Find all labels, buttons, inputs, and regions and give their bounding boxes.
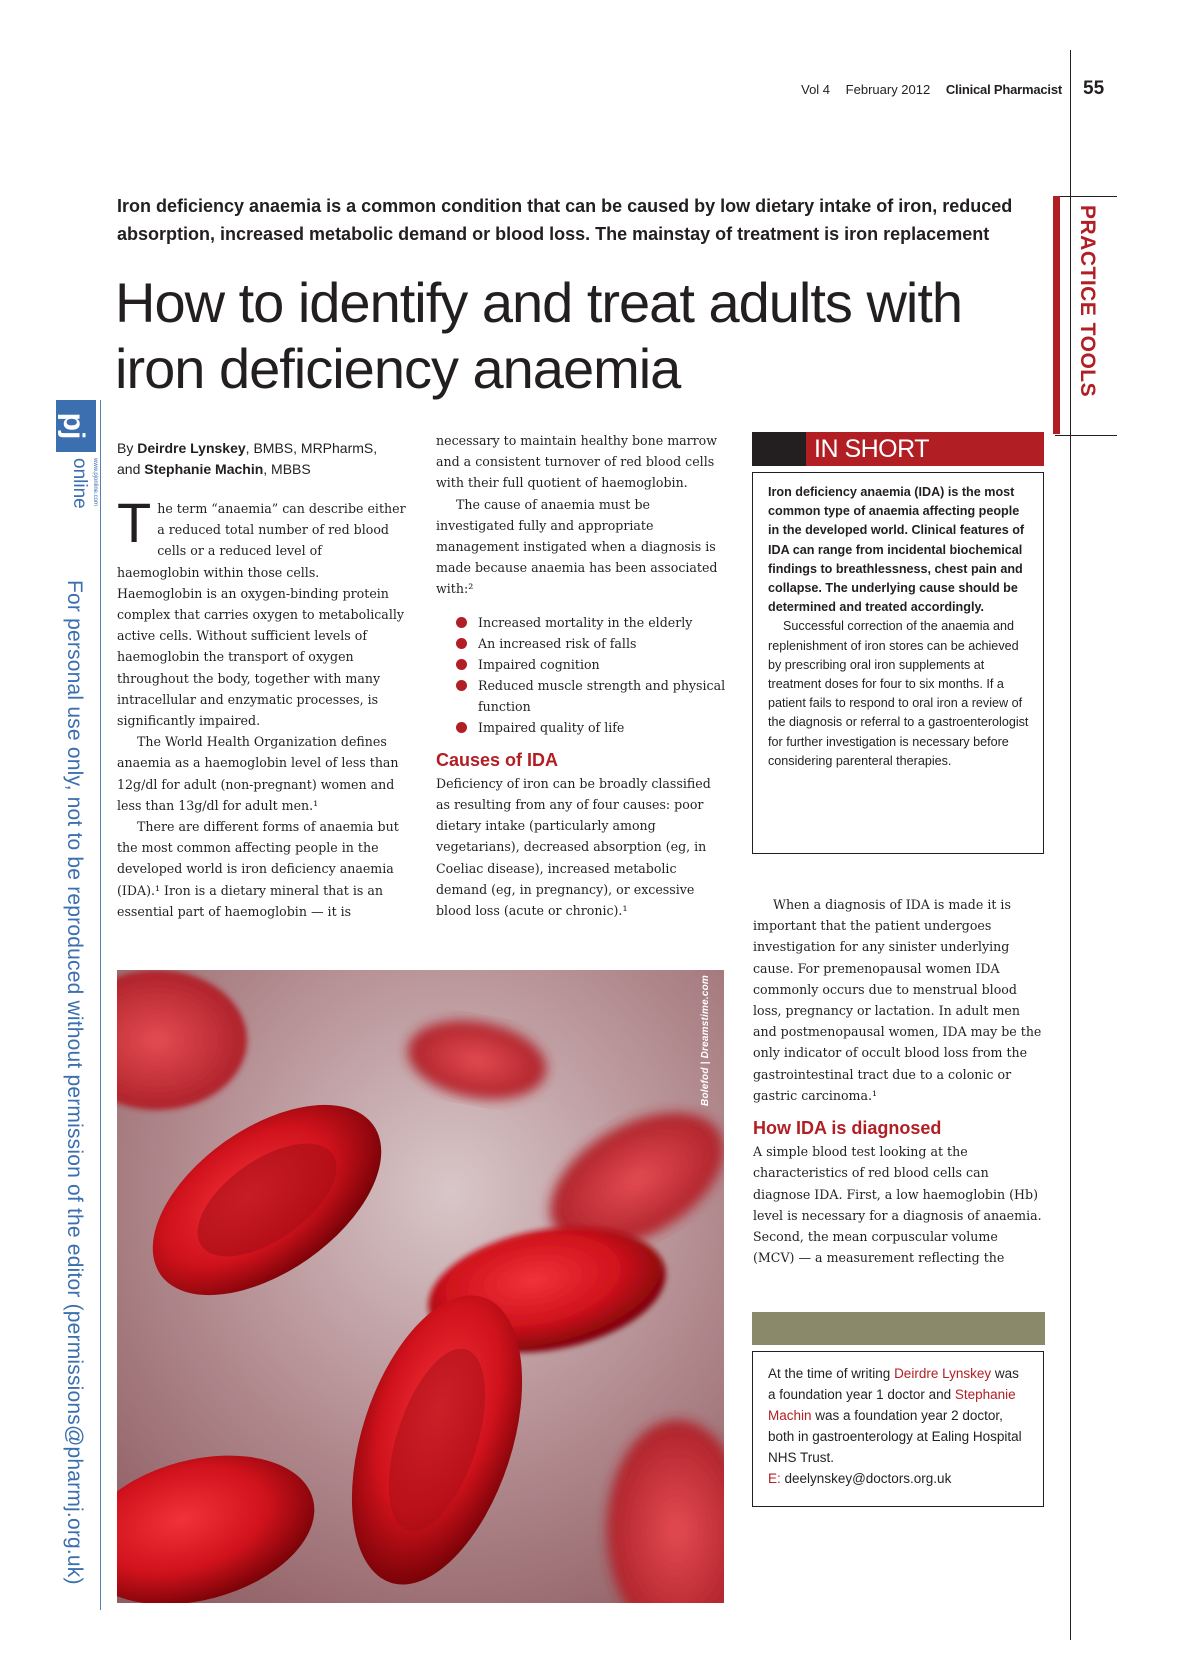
list-item bbox=[436, 654, 726, 675]
list-item-text: Reduced muscle strength and physical function bbox=[478, 677, 726, 714]
bullet-icon bbox=[456, 659, 467, 670]
byline-joiner: and bbox=[117, 461, 145, 477]
author-2-highlight: Stephanie Machin bbox=[768, 1387, 1016, 1423]
body-paragraph: A simple blood test looking at the characteristics of red blood cells can diagnose IDA. First, a low haemoglobin (Hb) level is necessary for a diagnosis of anaemia. Second, the mean corpuscular volume (MCV) — a measurement reflecting the bbox=[753, 1144, 1042, 1266]
watermark-rule bbox=[100, 400, 101, 1610]
bullet-list bbox=[436, 612, 726, 738]
paragraph-text: he term “anaemia” can describe either a reduced total number of red blood cells or a reduced level of haemoglobin within those cells. Haemoglobin is an oxygen-binding protein complex that carries oxygen to metabolically active cells. Without sufficient levels of haemoglobin the transport of oxygen throughout the body, together with many intracellular and enzymatic processes, is significantly impaired. bbox=[117, 501, 406, 729]
author-1-name: Deirdre Lynskey bbox=[137, 440, 246, 456]
list-item bbox=[436, 675, 726, 717]
list-item-text: Impaired quality of life bbox=[478, 719, 625, 735]
list-item bbox=[436, 633, 726, 654]
body-paragraph: The cause of anaemia must be investigated fully and appropriate management instigated when a diagnosis is made because anaemia has been associated with:² bbox=[436, 496, 718, 597]
bullet-icon bbox=[456, 638, 467, 649]
diagnosed-heading: How IDA is diagnosed bbox=[753, 1118, 942, 1139]
in-short-header-block bbox=[752, 432, 806, 466]
in-short-header bbox=[752, 432, 1044, 466]
author-box-header bbox=[752, 1312, 1045, 1345]
body-paragraph: necessary to maintain healthy bone marrow and a consistent turnover of red blood cells with their full quotient of haemoglobin. bbox=[436, 433, 718, 491]
list-item-text: An increased risk of falls bbox=[478, 635, 637, 651]
author-info bbox=[768, 1363, 1030, 1489]
pj-logo-online: online bbox=[69, 458, 90, 509]
page-number: 55 bbox=[1083, 78, 1105, 99]
column-1 bbox=[117, 438, 407, 922]
body-paragraph bbox=[117, 491, 407, 731]
body-paragraph: The World Health Organization defines anaemia as a haemoglobin level of less than 12g/dl for adult (non-pregnant) women and less than 13g/dl for adult men.¹ bbox=[117, 734, 399, 813]
email-address[interactable]: deelynskey@doctors.org.uk bbox=[784, 1471, 952, 1486]
causes-heading: Causes of IDA bbox=[436, 749, 559, 770]
author-text: was a foundation year 1 doctor and bbox=[768, 1366, 1019, 1402]
in-short-title: IN SHORT bbox=[814, 435, 929, 463]
column-3 bbox=[753, 894, 1043, 1268]
byline bbox=[117, 438, 407, 480]
author-2-quals: , MBBS bbox=[263, 461, 311, 477]
in-short-paragraph: Successful correction of the anaemia and replenishment of iron stores can be achieved by prescribing oral iron supplements at treatment doses for four to six months. If a patient fails to respond to oral iron a review of the diagnosis or referral to a gastroenterologist for further investigation is necessary before considering parenteral therapies. bbox=[768, 619, 1029, 768]
bullet-icon bbox=[456, 722, 467, 733]
running-head bbox=[700, 82, 1062, 97]
volume: Vol 4 bbox=[801, 82, 831, 97]
drop-cap: T bbox=[117, 491, 152, 554]
publication-name: Clinical Pharmacist bbox=[945, 82, 1062, 97]
body-paragraph: When a diagnosis of IDA is made it is important that the patient undergoes investigation for any sinister underlying cause. For premenopausal women IDA commonly occurs due to menstrual blood loss, pregnancy or lactation. In adult men and postmenopausal women, IDA may be the only indicator of occult blood loss from the gastrointestinal tract due to a colonic or gastric carcinoma.¹ bbox=[753, 897, 1042, 1103]
red-blood-cells-photo bbox=[117, 970, 724, 1603]
in-short-text bbox=[768, 483, 1030, 771]
pj-logo-letters: pj bbox=[57, 412, 90, 440]
email-label: E: bbox=[768, 1471, 781, 1486]
red-blood-cells-illustration bbox=[117, 970, 724, 1603]
author-1-highlight: Deirdre Lynskey bbox=[894, 1366, 992, 1381]
issue-date: February 2012 bbox=[845, 82, 931, 97]
list-item bbox=[436, 717, 726, 738]
list-item bbox=[436, 612, 726, 633]
body-paragraph: Deficiency of iron can be broadly classified as resulting from any of four causes: poor dietary intake (particularly among vegetarians), decreased absorption (eg, in Coeliac disease), increased metabolic demand (eg, in pregnancy), or excessive blood loss (acute or chronic).¹ bbox=[436, 775, 711, 919]
photo-credit: Bolefod | Dreamstime.com bbox=[700, 975, 711, 1106]
pj-online-logo bbox=[50, 400, 102, 520]
bullet-icon bbox=[456, 617, 467, 628]
author-text: was a foundation year 2 doctor, both in gastroenterology at Ealing Hospital NHS Trust. bbox=[768, 1408, 1022, 1465]
author-1-quals: , BMBS, MRPharmS, bbox=[245, 440, 378, 456]
standfirst: Iron deficiency anaemia is a common condition that can be caused by low dietary intake of iron, reduced absorption, increased metabolic demand or blood loss. The mainstay of treatment is iron replacement bbox=[117, 196, 1013, 244]
body-paragraph: There are different forms of anaemia but the most common affecting people in the developed world is iron deficiency anaemia (IDA).¹ Iron is a dietary mineral that is an essential part of haemoglobin — it is bbox=[117, 819, 399, 919]
author-2-name: Stephanie Machin bbox=[144, 461, 264, 477]
list-item-text: Increased mortality in the elderly bbox=[478, 614, 693, 630]
section-label: PRACTICE TOOLS bbox=[1076, 205, 1099, 398]
author-text: At the time of writing bbox=[768, 1366, 895, 1381]
article-title: How to identify and treat adults with iron deficiency anaemia bbox=[115, 271, 963, 400]
byline-prefix: By bbox=[117, 440, 138, 456]
bullet-icon bbox=[456, 680, 467, 691]
permission-watermark: For personal use only, not to be reproduced without permission of the editor (permissions@pharmj.org.uk) bbox=[63, 580, 86, 1585]
list-item-text: Impaired cognition bbox=[478, 656, 600, 672]
column-2 bbox=[436, 430, 726, 921]
in-short-lead: Iron deficiency anaemia (IDA) is the most common type of anaemia affecting people in the developed world. Clinical features of IDA can range from incidental biochemical findings to breathlessness, chest pain and collapse. The underlying cause should be determined and treated accordingly. bbox=[768, 485, 1025, 615]
pj-logo-url: www.pjonline.com bbox=[92, 458, 98, 507]
